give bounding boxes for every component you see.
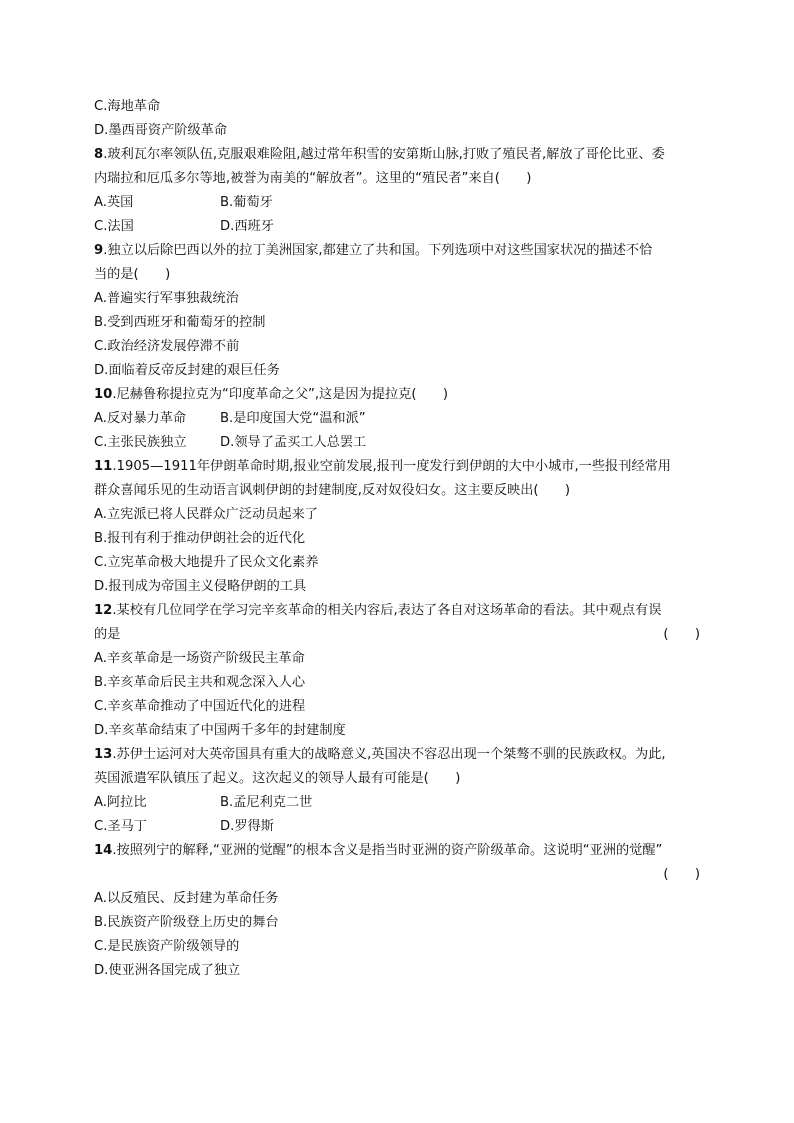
option-c: C.立宪革命极大地提升了民众文化素养 xyxy=(94,555,319,570)
question-number: 12 xyxy=(94,603,113,618)
question-8-stem xyxy=(94,143,700,167)
question-10-stem xyxy=(94,383,700,407)
option-c: C.是民族资产阶级领导的 xyxy=(94,939,240,954)
option-b: B.辛亥革命后民主共和观念深入人心 xyxy=(94,675,306,690)
question-text: .某校有几位同学在学习完辛亥革命的相关内容后,表达了各自对这场革命的看法。其中观点有误 xyxy=(112,603,662,618)
option-b: B.孟尼利克二世 xyxy=(220,795,313,810)
answer-blank: ( ) xyxy=(663,867,700,882)
option-a: A.辛亥革命是一场资产阶级民主革命 xyxy=(94,651,305,666)
question-8-options-cd xyxy=(94,215,700,239)
option-a: A.英国 xyxy=(94,195,134,210)
question-text: 的是 xyxy=(94,627,121,642)
question-text: .1905—1911年伊朗革命时期,报业空前发展,报刊一度发行到伊朗的大中小城市,一些报刊经常用 xyxy=(112,459,671,474)
option-b: B.是印度国大党“温和派” xyxy=(220,411,366,426)
option-a: A.反对暴力革命 xyxy=(94,411,187,426)
question-12-stem xyxy=(94,599,700,623)
question-text: .按照列宁的解释,“亚洲的觉醒”的根本含义是指当时亚洲的资产阶级革命。这说明“亚洲的觉醒” xyxy=(112,843,663,858)
question-number: 9 xyxy=(94,243,104,258)
question-number: 10 xyxy=(94,387,113,402)
option-c: C.主张民族独立 xyxy=(94,435,187,450)
question-12-stem-cont xyxy=(94,623,700,647)
question-text: .尼赫鲁称提拉克为“印度革命之父”,这是因为提拉克( ) xyxy=(112,387,449,402)
option-b: B.受到西班牙和葡萄牙的控制 xyxy=(94,315,266,330)
question-13-options-ab xyxy=(94,791,700,815)
question-11-stem-cont: 群众喜闻乐见的生动语言讽刺伊朗的封建制度,反对奴役妇女。这主要反映出( ) xyxy=(94,483,571,498)
question-number: 8 xyxy=(94,147,104,162)
question-14-stem xyxy=(94,839,700,863)
question-13-stem xyxy=(94,743,700,767)
option-c: C.政治经济发展停滞不前 xyxy=(94,339,240,354)
option-b: B.民族资产阶级登上历史的舞台 xyxy=(94,915,279,930)
option-d: D.面临着反帝反封建的艰巨任务 xyxy=(94,363,280,378)
option-d: D.西班牙 xyxy=(220,219,274,234)
option-d: D.墨西哥资产阶级革命 xyxy=(94,123,228,138)
question-text: .独立以后除巴西以外的拉丁美洲国家,都建立了共和国。下列选项中对这些国家状况的描述不恰 xyxy=(103,243,653,258)
question-8-stem-cont: 内瑞拉和厄瓜多尔等地,被誉为南美的“解放者”。这里的“殖民者”来自( ) xyxy=(94,171,532,186)
answer-blank: ( ) xyxy=(663,627,700,642)
option-d: D.罗得斯 xyxy=(220,819,274,834)
option-c: C.海地革命 xyxy=(94,99,161,114)
option-a: A.以反殖民、反封建为革命任务 xyxy=(94,891,279,906)
question-9-stem xyxy=(94,239,700,263)
question-10-options-ab xyxy=(94,407,700,431)
question-number: 13 xyxy=(94,747,113,762)
question-text: .苏伊士运河对大英帝国具有重大的战略意义,英国决不容忍出现一个桀骜不驯的民族政权。为此, xyxy=(112,747,666,762)
option-d: D.报刊成为帝国主义侵略伊朗的工具 xyxy=(94,579,307,594)
question-13-options-cd xyxy=(94,815,700,839)
option-b: B.葡萄牙 xyxy=(220,195,273,210)
option-b: B.报刊有利于推动伊朗社会的近代化 xyxy=(94,531,306,546)
option-a: A.普遍实行军事独裁统治 xyxy=(94,291,239,306)
option-c: C.圣马丁 xyxy=(94,819,147,834)
question-number: 11 xyxy=(94,459,113,474)
question-10-options-cd xyxy=(94,431,700,455)
question-text: .玻利瓦尔率领队伍,克服艰难险阻,越过常年积雪的安第斯山脉,打败了殖民者,解放了哥伦比亚、委 xyxy=(103,147,665,162)
question-8-options-ab xyxy=(94,191,700,215)
question-11-stem xyxy=(94,455,700,479)
question-9-stem-cont: 当的是( ) xyxy=(94,267,171,282)
option-a: A.立宪派已将人民群众广泛动员起来了 xyxy=(94,507,318,522)
option-a: A.阿拉比 xyxy=(94,795,147,810)
question-number: 14 xyxy=(94,843,113,858)
option-d: D.使亚洲各国完成了独立 xyxy=(94,963,241,978)
option-d: D.领导了孟买工人总罢工 xyxy=(220,435,367,450)
option-c: C.辛亥革命推动了中国近代化的进程 xyxy=(94,699,306,714)
question-13-stem-cont: 英国派遣军队镇压了起义。这次起义的领导人最有可能是( ) xyxy=(94,771,461,786)
exam-page xyxy=(94,95,700,983)
option-c: C.法国 xyxy=(94,219,134,234)
option-d: D.辛亥革命结束了中国两千多年的封建制度 xyxy=(94,723,346,738)
